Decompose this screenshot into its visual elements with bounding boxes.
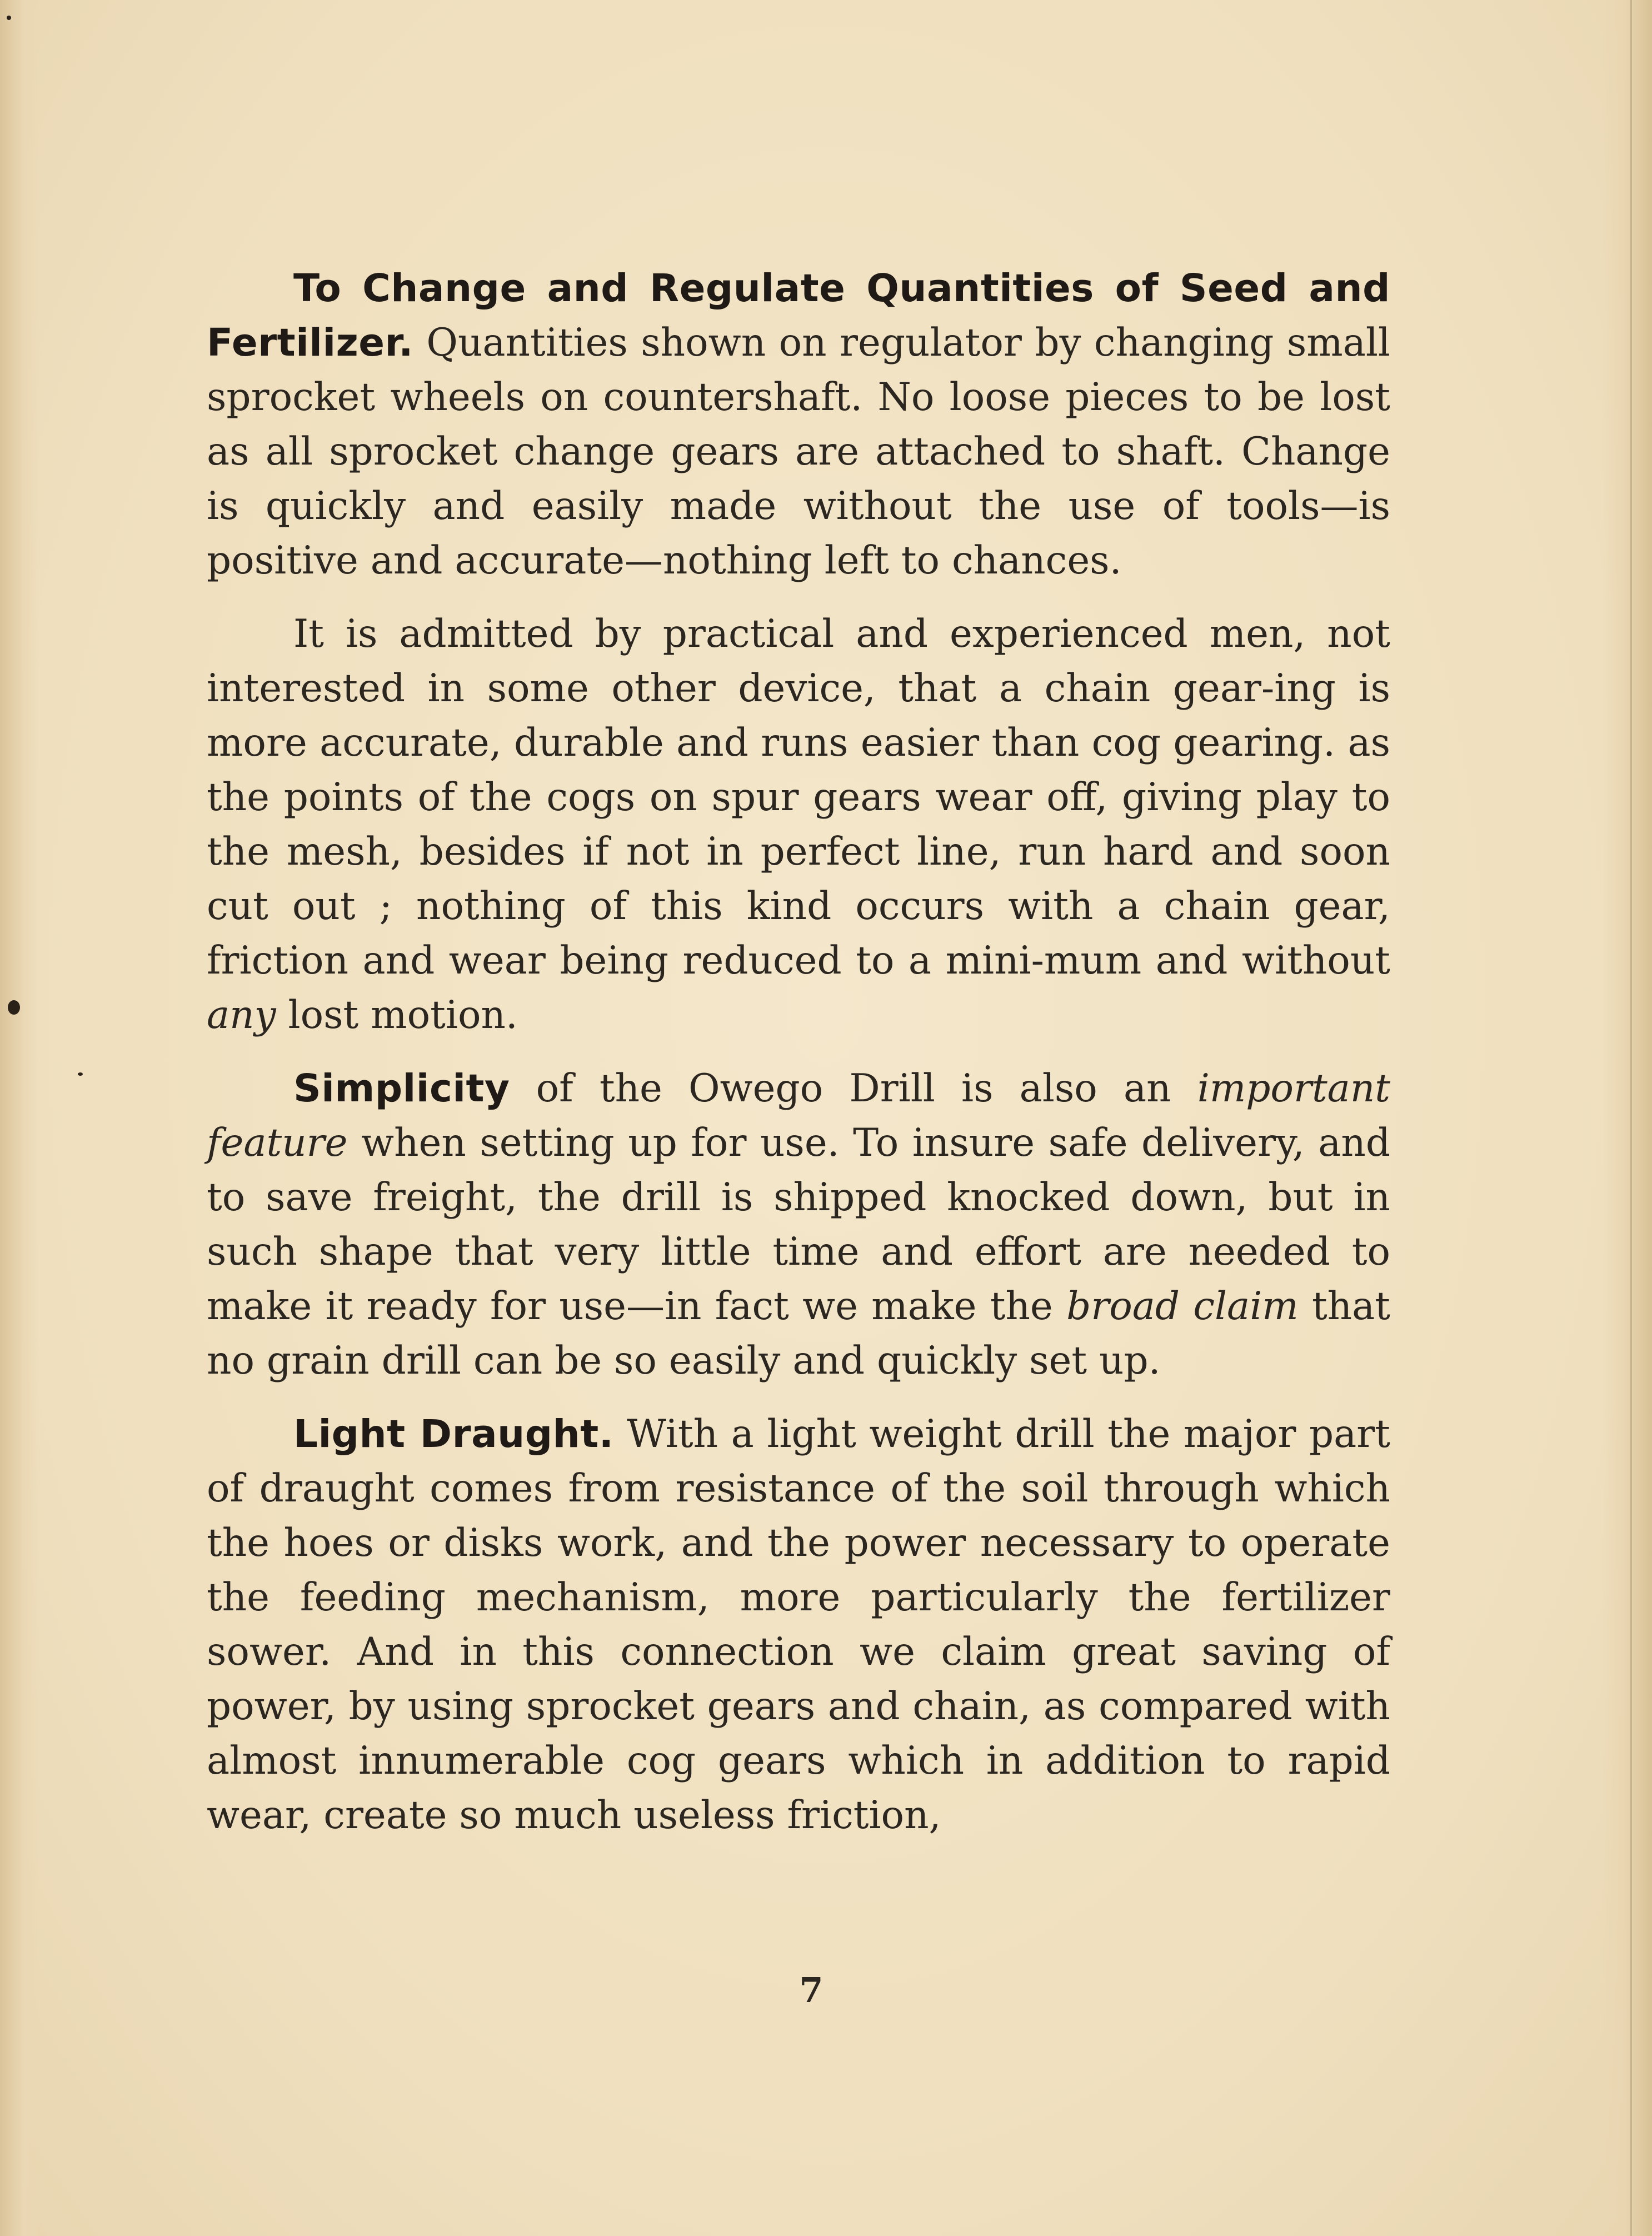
paragraph-body: With a light weight drill the major part of draught comes from resistance of the soil through which the hoes or disks work, and the power necessary to operate the feeding mechanism, more particularly the fertilizer sower. And in this connection we claim great saving of power, by using sprocket gears and chain, as compared with almost innumerable cog gears which in addition to rapid wear, create so much useless friction, — [207, 1412, 1390, 1838]
body-text — [207, 261, 1390, 1861]
ink-speck — [7, 16, 11, 20]
page-right-edge — [1602, 0, 1652, 2236]
ink-speck — [8, 1000, 20, 1015]
paragraph-body: that no grain drill can be so easily and quickly set up. — [207, 1284, 1391, 1383]
ink-speck — [78, 1072, 83, 1076]
page-fold-line — [1630, 0, 1632, 2236]
paragraph-body: It is admitted by practical and experienced men, not interested in some other device, that a chain gear-ing is more accurate, durable and runs easier than cog gearing. as the points of the cogs on spur gears wear off, giving play to the mesh, besides if not in perfect line, run hard and soon cut out ; nothing of this kind occurs with a chain gear, friction and wear being reduced to a mini-mum and without — [207, 612, 1390, 983]
emphasis-text: any — [207, 993, 276, 1037]
paragraph-simplicity — [207, 1061, 1390, 1388]
page-number: 7 — [799, 1970, 823, 2010]
heading-light-draught: Light Draught. — [293, 1412, 614, 1456]
paragraph-change-regulate — [207, 261, 1390, 588]
paragraph-body: Quantities shown on regulator by changing small sprocket wheels on countershaft. No loose pieces to be lost as all sprocket change gears are attached to shaft. Change is quickly and easily made without the use of tools—is positive and accurate—nothing left to chances. — [207, 321, 1390, 583]
emphasis-text: broad claim — [1066, 1284, 1299, 1329]
page-left-edge — [0, 0, 39, 2236]
emphasis-text: important feature — [207, 1066, 1390, 1165]
paragraph-body: when setting up for use. To insure safe delivery, and to save freight, the drill is shipped knocked down, but in such shape that very little time and effort are needed to make it ready for use—in fact we make the — [207, 1121, 1390, 1329]
heading-simplicity: Simplicity — [293, 1066, 510, 1111]
heading-change-regulate: To Change and Regulate Quantities of Seed and Fertilizer. — [207, 266, 1390, 365]
paragraph-body: lost motion. — [276, 993, 518, 1037]
paragraph-body: of the Owego Drill is also an — [510, 1066, 1197, 1111]
paragraph-light-draught — [207, 1407, 1390, 1843]
paragraph-chain-gearing — [207, 607, 1390, 1042]
